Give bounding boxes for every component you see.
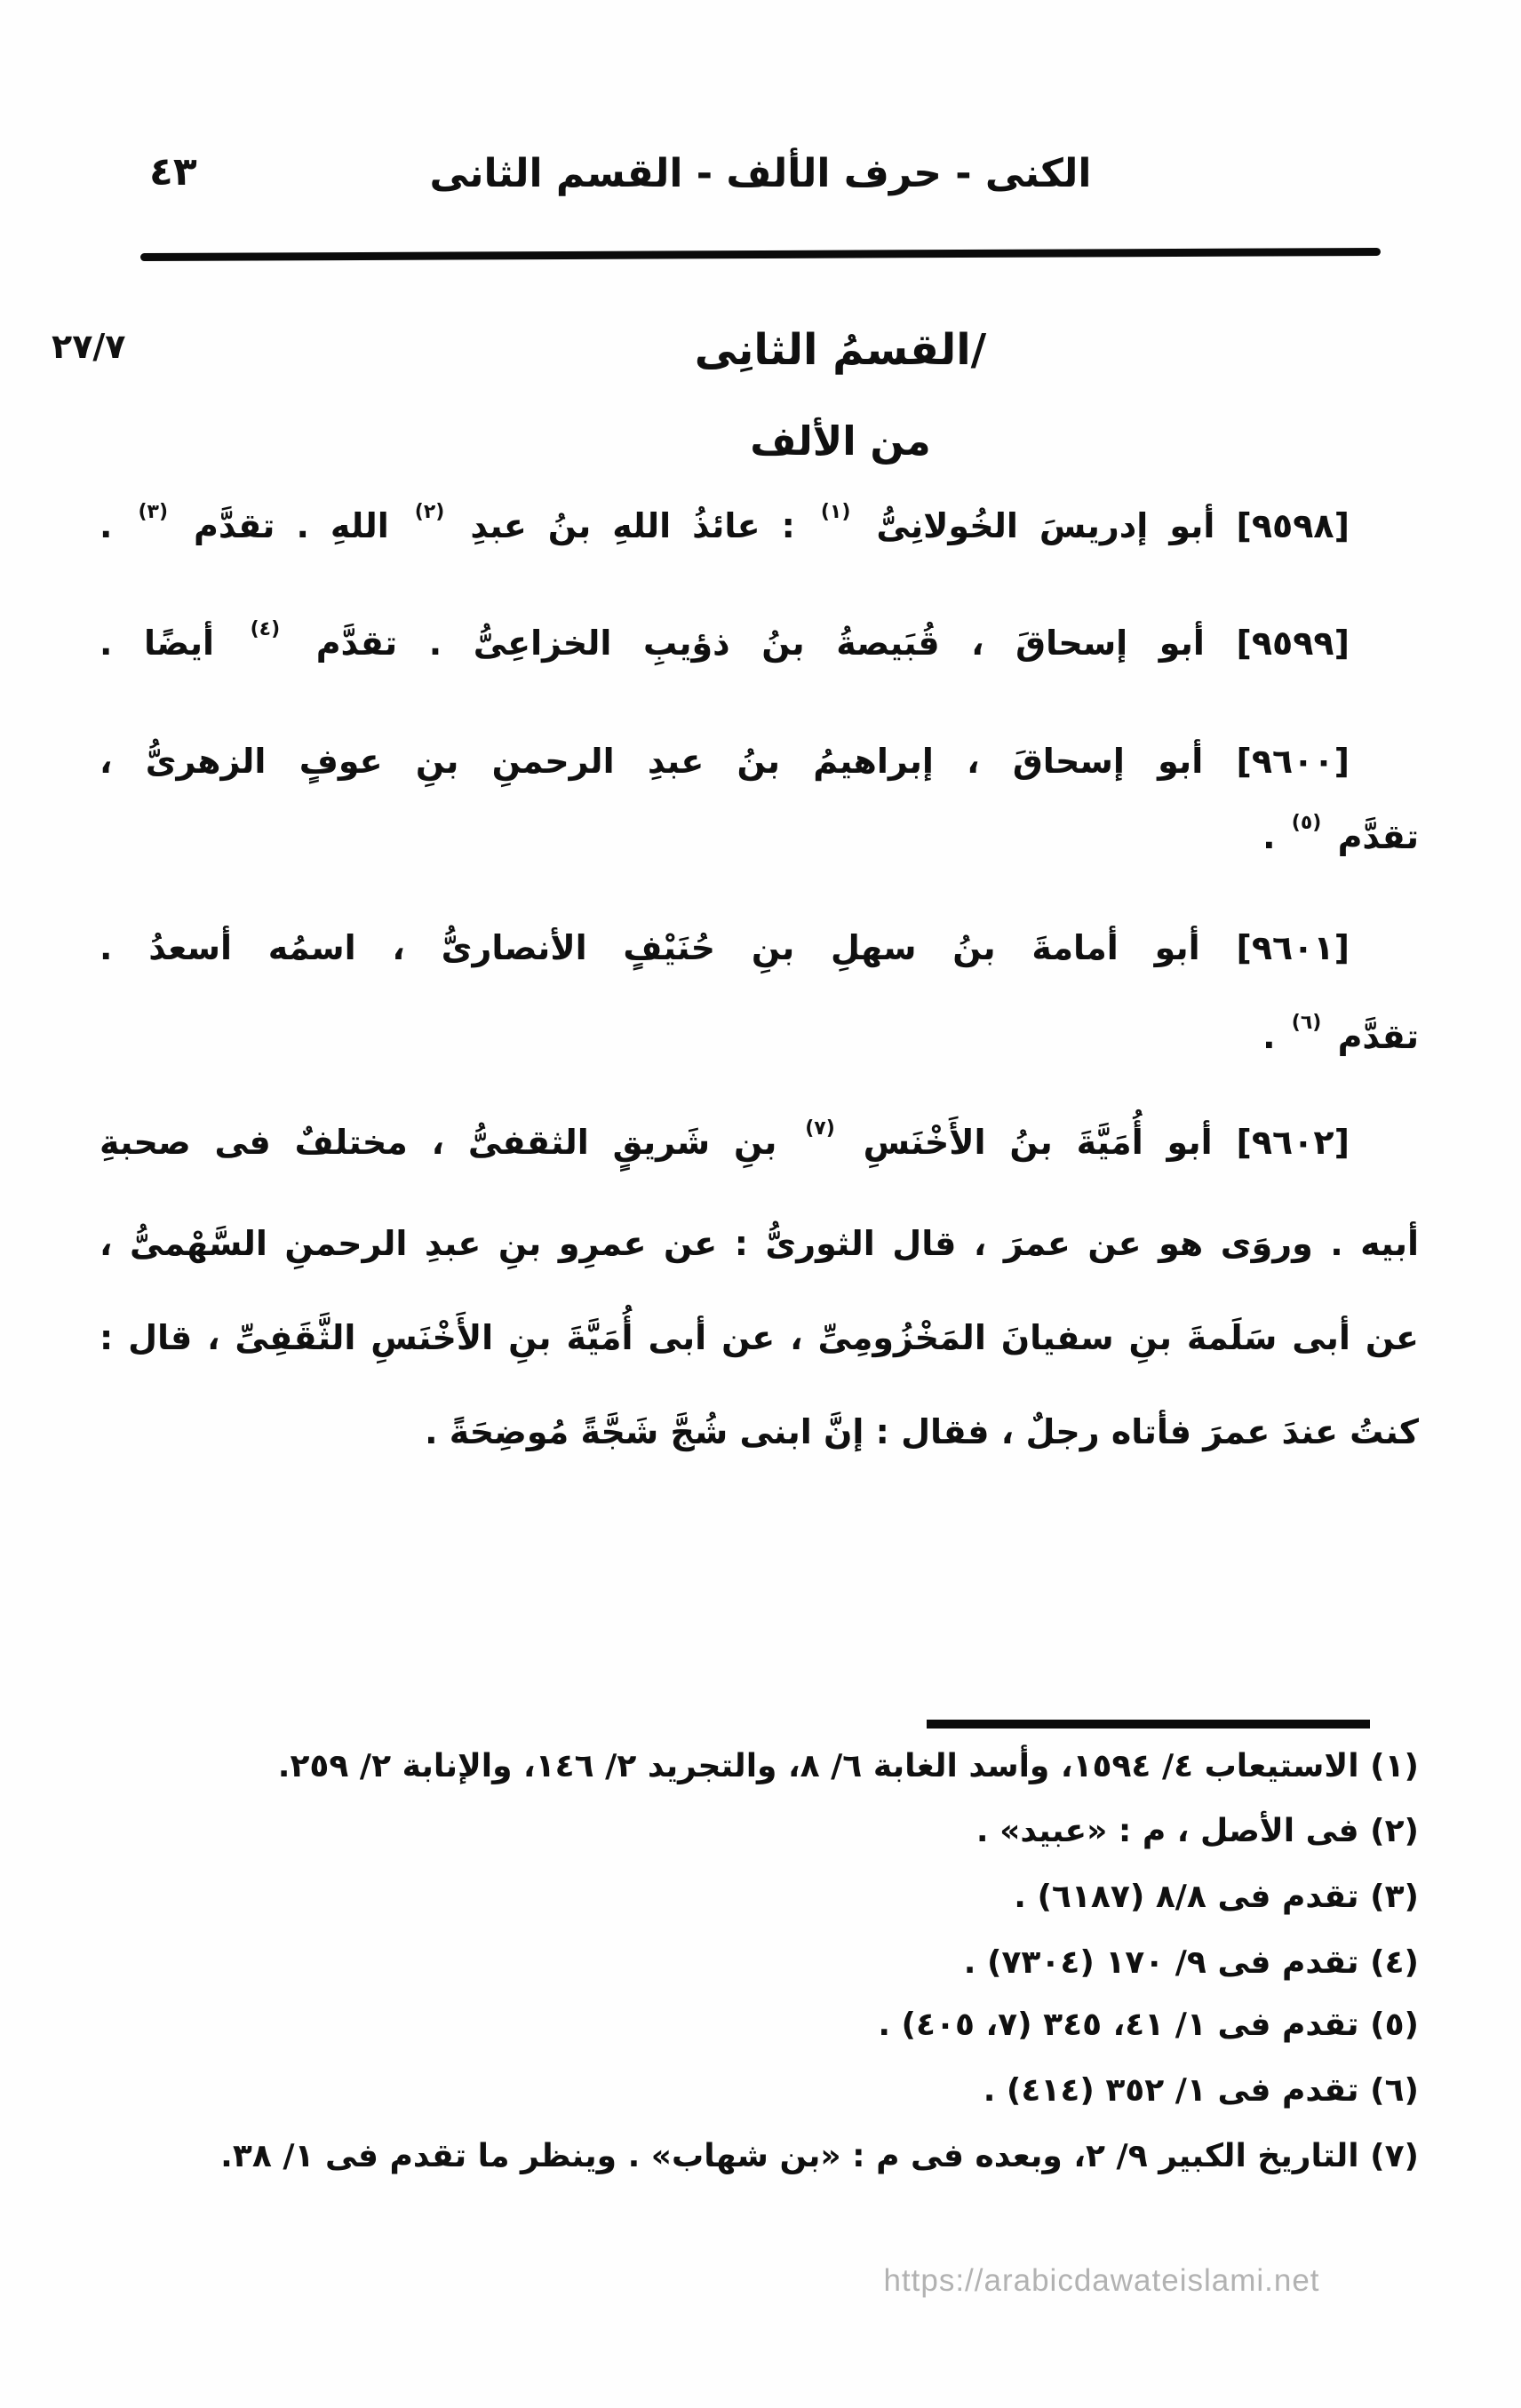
entry-text: [٩٥٩٩] أبو إسحاقَ ، قُبَيصةُ بنُ ذؤيبِ الخزاعِىُّ . تقدَّم: [284, 624, 1350, 663]
entry-text: : عائذُ اللهِ بنُ عبدِ: [449, 506, 816, 545]
footnote: (١) الاستيعاب ٤/ ١٥٩٤، وأسد الغابة ٦/ ٨، والتجريد ٢/ ١٤٦، والإنابة ٢/ ٢٥٩.: [277, 1748, 1419, 1784]
entry-text: كنتُ عندَ عمرَ فأتاه رجلٌ ، فقال : إنَّ ابنى شُجَّ شَجَّةً مُوضِحَةً .: [425, 1412, 1419, 1451]
entry-text: تقدَّم: [1326, 817, 1419, 856]
entry-text: [٩٦٠٠] أبو إسحاقَ ، إبراهيمُ بنُ عبدِ الرحمنِ بنِ عوفٍ الزهرىُّ ،: [100, 742, 1350, 781]
footnote: (٦) تقدم فى ١/ ٣٥٢ (٤١٤) .: [983, 2072, 1419, 2109]
footnote: (٢) فى الأصل ، م : «عبيد» .: [976, 1813, 1419, 1849]
running-header-title: الكنى - حرف الألف - القسم الثانى: [429, 151, 1092, 196]
margin-note: ٢٧/٧: [52, 327, 126, 366]
footnote: (٥) تقدم فى ١/ ٤١، ٣٤٥ (٧، ٤٠٥) .: [878, 2007, 1419, 2043]
entry-text: [٩٦٠٢] أبو أُمَيَّةَ بنُ الأَخْنَسِ: [839, 1123, 1350, 1162]
footnote-ref: (٥): [1291, 812, 1322, 834]
footnotes-block: [100, 0, 1419, 2408]
entry-text: أيضًا .: [100, 624, 246, 663]
entry-text: .: [100, 506, 134, 545]
entry-text: بنِ شَريقٍ الثقفىُّ ، مختلفٌ فى صحبةِ: [100, 1123, 801, 1162]
entry-text: تقدَّم: [1326, 1017, 1419, 1056]
footnote-ref: (٢): [414, 501, 445, 523]
footnote-ref: (٣): [138, 501, 169, 523]
footnote: (٣) تقدم فى ٨/٨ (٦١٨٧) .: [1014, 1879, 1419, 1915]
entry-text: .: [1262, 817, 1287, 856]
footnote: (٤) تقدم فى ٩/ ١٧٠ (٧٣٠٤) .: [963, 1944, 1419, 1981]
page-number: ٤٣: [149, 149, 197, 195]
footnote-ref: (٧): [805, 1117, 835, 1140]
entry-text: .: [1262, 1017, 1287, 1056]
entry-text: [٩٥٩٨] أبو إدريسَ الخُولانِىُّ: [855, 506, 1350, 545]
section-title: /القسمُ الثانِى: [694, 325, 987, 375]
entry-text: اللهِ . تقدَّم: [172, 506, 410, 545]
footnote-ref: (٦): [1291, 1012, 1322, 1034]
entry-text: عن أبى سَلَمةَ بنِ سفيانَ المَخْزُومِىِّ ، عن أبى أُمَيَّةَ بنِ الأَخْنَسِ الثَّقَفِىِّ ، قال :: [100, 1318, 1419, 1357]
watermark-url: https://arabicdawateislami.net: [883, 2263, 1320, 2298]
footnote: (٧) التاريخ الكبير ٩/ ٢، وبعده فى م : «بن شهاب» . وينظر ما تقدم فى ١/ ٣٨.: [220, 2138, 1419, 2174]
footnote-ref: (٤): [250, 618, 281, 640]
footnote-ref: (١): [820, 501, 851, 523]
entry-text: أبيه . وروَى هو عن عمرَ ، قال الثورىُّ : عن عمرِو بنِ عبدِ الرحمنِ السَّهْمىُّ ،: [100, 1224, 1419, 1263]
section-subtitle: من الألف: [750, 417, 931, 465]
entry-text: [٩٦٠١] أبو أمامةَ بنُ سهلِ بنِ حُنَيْفٍ الأنصارىُّ ، اسمُه أسعدُ .: [100, 928, 1350, 967]
